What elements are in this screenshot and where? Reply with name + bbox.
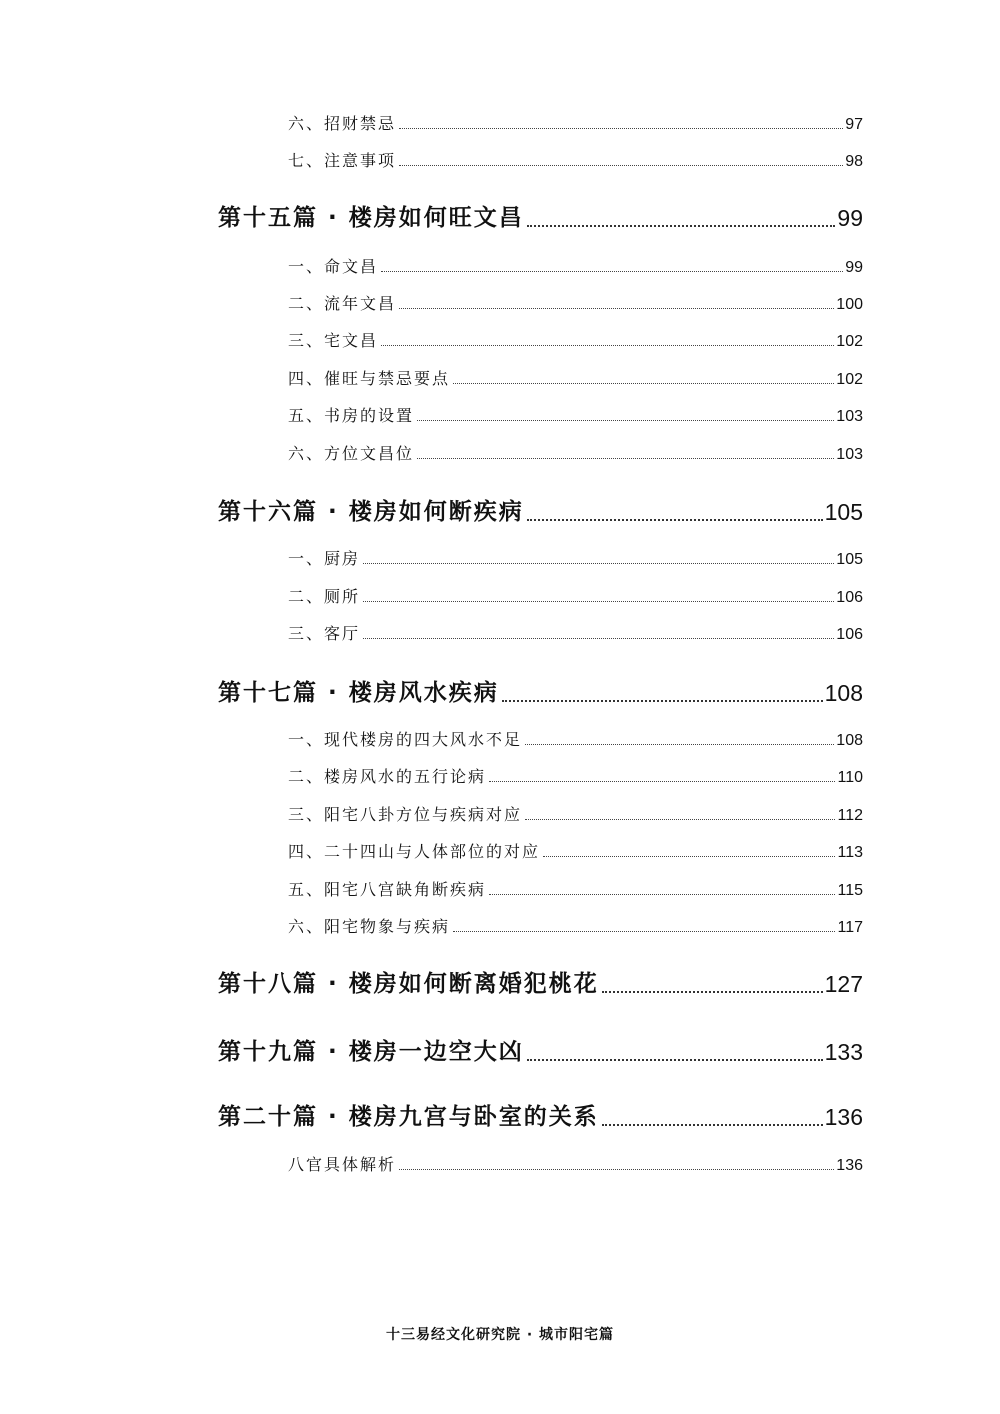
entry-title: 六、方位文昌位	[288, 444, 415, 463]
dot-leader	[381, 271, 843, 272]
entry-title: 二、厕所	[288, 587, 361, 606]
entry-page-number: 103	[836, 408, 863, 425]
dot-leader	[399, 128, 843, 129]
entry-page-number: 99	[837, 205, 863, 231]
entry-page-number: 99	[845, 259, 863, 276]
entry-title: 七、注意事项	[288, 151, 397, 170]
entry-page-number: 106	[836, 626, 863, 643]
dot-leader	[399, 1169, 834, 1170]
entry-page-number: 113	[837, 844, 863, 861]
entry-page-number: 110	[837, 769, 863, 786]
entry-page-number: 117	[837, 919, 863, 936]
entry-page-number: 105	[824, 499, 863, 525]
toc-section-entry	[288, 1153, 863, 1175]
dot-leader	[489, 894, 835, 895]
entry-title: 第十九篇 · 楼房一边空大凶	[218, 1039, 524, 1065]
entry-title: 四、催旺与禁忌要点	[288, 369, 451, 388]
toc-section-entry	[288, 292, 863, 314]
entry-page-number: 102	[836, 333, 863, 350]
entry-page-number: 103	[836, 446, 863, 463]
entry-title: 三、客厅	[288, 624, 361, 643]
toc-chapter-entry	[218, 1099, 863, 1131]
toc-section-entry	[288, 329, 863, 351]
entry-title: 第十六篇 · 楼房如何断疾病	[218, 499, 524, 525]
toc-chapter-entry	[218, 1034, 863, 1066]
entry-title: 三、阳宅八卦方位与疾病对应	[288, 805, 523, 824]
entry-title: 三、宅文昌	[288, 331, 379, 350]
entry-title: 二、流年文昌	[288, 294, 397, 313]
entry-title: 五、书房的设置	[288, 406, 415, 425]
toc-section-entry	[288, 547, 863, 569]
toc-section-entry	[288, 728, 863, 750]
toc-chapter-entry	[218, 966, 863, 998]
dot-leader	[525, 744, 834, 745]
entry-page-number: 97	[845, 116, 863, 133]
dot-leader	[527, 1059, 823, 1061]
dot-leader	[399, 308, 834, 309]
entry-page-number: 136	[824, 1104, 863, 1130]
entry-page-number: 108	[824, 680, 863, 706]
dot-leader	[453, 931, 835, 932]
entry-title: 第十八篇 · 楼房如何断离婚犯桃花	[218, 971, 599, 997]
entry-title: 四、二十四山与人体部位的对应	[288, 842, 541, 861]
toc-section-entry	[288, 878, 863, 900]
toc-section-entry	[288, 255, 863, 277]
entry-title: 六、阳宅物象与疾病	[288, 917, 451, 936]
toc-chapter-entry	[218, 675, 863, 707]
entry-page-number: 112	[837, 807, 863, 824]
entry-title: 第二十篇 · 楼房九宫与卧室的关系	[218, 1104, 599, 1130]
toc-chapter-entry	[218, 200, 863, 232]
page-footer: 十三易经文化研究院 · 城市阳宅篇	[385, 1327, 615, 1343]
entry-title: 一、现代楼房的四大风水不足	[288, 730, 523, 749]
entry-page-number: 102	[836, 371, 863, 388]
dot-leader	[527, 225, 836, 227]
dot-leader	[417, 420, 834, 421]
entry-title: 二、楼房风水的五行论病	[288, 767, 487, 786]
dot-leader	[602, 991, 823, 993]
dot-leader	[399, 165, 843, 166]
dot-leader	[525, 819, 835, 820]
toc-section-entry	[288, 765, 863, 787]
dot-leader	[363, 563, 834, 564]
entry-title: 一、厨房	[288, 549, 361, 568]
dot-leader	[602, 1124, 823, 1126]
entry-title: 一、命文昌	[288, 257, 379, 276]
toc-section-entry	[288, 622, 863, 644]
entry-page-number: 115	[837, 882, 863, 899]
toc-section-entry	[288, 442, 863, 464]
toc-section-entry	[288, 112, 863, 134]
dot-leader	[502, 700, 823, 702]
entry-page-number: 98	[845, 153, 863, 170]
dot-leader	[543, 856, 835, 857]
toc-section-entry	[288, 149, 863, 171]
toc-section-entry	[288, 840, 863, 862]
dot-leader	[417, 458, 834, 459]
dot-leader	[453, 383, 834, 384]
entry-page-number: 105	[836, 551, 863, 568]
dot-leader	[363, 601, 834, 602]
dot-leader	[363, 638, 834, 639]
entry-title: 八官具体解析	[288, 1155, 397, 1174]
dot-leader	[527, 519, 823, 521]
toc-section-entry	[288, 367, 863, 389]
toc-section-entry	[288, 404, 863, 426]
dot-leader	[381, 345, 834, 346]
entry-page-number: 136	[836, 1157, 863, 1174]
entry-page-number: 127	[824, 971, 863, 997]
dot-leader	[489, 781, 835, 782]
entry-page-number: 106	[836, 589, 863, 606]
toc-section-entry	[288, 915, 863, 937]
toc-chapter-entry	[218, 494, 863, 526]
toc-section-entry	[288, 803, 863, 825]
entry-page-number: 100	[836, 296, 863, 313]
entry-title: 六、招财禁忌	[288, 114, 397, 133]
entry-title: 第十五篇 · 楼房如何旺文昌	[218, 205, 524, 231]
entry-page-number: 133	[824, 1039, 863, 1065]
entry-title: 第十七篇 · 楼房风水疾病	[218, 680, 499, 706]
entry-page-number: 108	[836, 732, 863, 749]
entry-title: 五、阳宅八宫缺角断疾病	[288, 880, 487, 899]
toc-section-entry	[288, 585, 863, 607]
